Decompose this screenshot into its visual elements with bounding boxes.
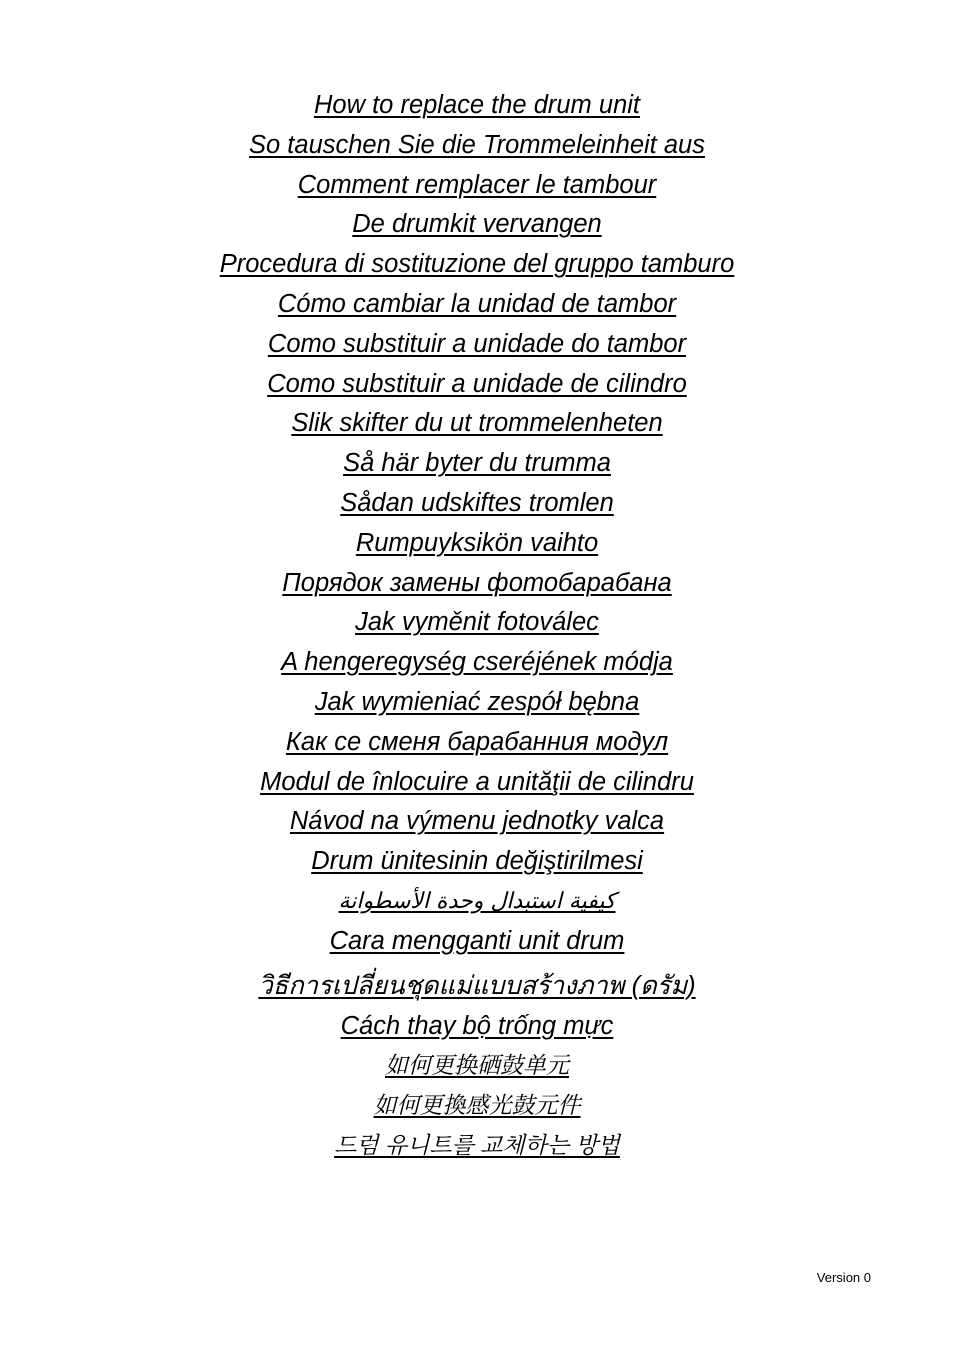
title-text: Procedura di sostituzione del gruppo tamburo	[219, 250, 735, 279]
title-line-indonesian	[0, 922, 954, 962]
title-line-portuguese	[0, 325, 954, 365]
title-text: Como substituir a unidade do tambor	[267, 329, 687, 358]
title-text: Cách thay bộ trống mực	[340, 1011, 614, 1040]
title-text: Sådan udskiftes tromlen	[340, 488, 614, 517]
title-line-brazilian-portuguese	[0, 365, 954, 405]
version-label: Version 0	[816, 1270, 871, 1285]
title-line-czech	[0, 603, 954, 643]
title-line-slovak	[0, 802, 954, 842]
title-line-traditional-chinese	[0, 1086, 954, 1126]
title-line-dutch	[0, 205, 954, 245]
title-text: De drumkit vervangen	[352, 210, 602, 239]
title-line-german	[0, 126, 954, 166]
title-text: วิธีการเปลี่ยนชุดแม่แบบสร้างภาพ (ดรัม)	[258, 971, 696, 1000]
title-line-swedish	[0, 444, 954, 484]
title-text: 如何更換感光鼓元件	[373, 1092, 581, 1119]
title-line-russian	[0, 564, 954, 604]
title-text: Så här byter du trumma	[343, 449, 611, 478]
title-line-simplified-chinese	[0, 1046, 954, 1086]
title-text: Návod na výmenu jednotky valca	[289, 807, 665, 836]
title-line-turkish	[0, 842, 954, 882]
title-text: How to replace the drum unit	[314, 91, 640, 119]
title-line-norwegian	[0, 404, 954, 444]
title-line-french	[0, 166, 954, 206]
title-text: So tauschen Sie die Trommeleinheit aus	[249, 130, 705, 159]
title-text: A hengeregység cseréjének módja	[281, 648, 673, 677]
title-line-italian	[0, 245, 954, 285]
title-text: Rumpuyksikön vaihto	[355, 528, 599, 557]
title-line-danish	[0, 484, 954, 524]
title-line-hungarian	[0, 643, 954, 683]
title-line-finnish	[0, 524, 954, 564]
title-text: Как се сменя барабанния модул	[285, 727, 669, 756]
title-line-arabic	[0, 882, 954, 922]
title-line-romanian	[0, 763, 954, 803]
title-text: Como substituir a unidade de cilindro	[267, 369, 687, 398]
title-line-english	[0, 86, 954, 126]
title-line-spanish	[0, 285, 954, 325]
title-line-bulgarian	[0, 723, 954, 763]
title-line-korean	[0, 1126, 954, 1166]
title-text: Comment remplacer le tambour	[297, 170, 657, 199]
title-text: 드럼 유니트를 교체하는 방법	[334, 1131, 620, 1158]
title-text: Cómo cambiar la unidad de tambor	[277, 289, 677, 318]
drum-replacement-title-list	[0, 86, 954, 1166]
title-text: 如何更换硒鼓单元	[385, 1052, 569, 1079]
title-line-vietnamese	[0, 1007, 954, 1047]
title-text: Slik skifter du ut trommelenheten	[291, 409, 663, 438]
title-text: Modul de înlocuire a unităţii de cilindru	[260, 767, 694, 796]
title-text: Jak wymieniać zespół bębna	[314, 687, 640, 716]
title-line-thai	[0, 962, 954, 1007]
title-text: Cara mengganti unit drum	[329, 926, 625, 955]
title-line-polish	[0, 683, 954, 723]
title-text: كيفية استبدال وحدة الأسطوانة	[338, 888, 616, 914]
title-text: Jak vyměnit fotoválec	[355, 608, 599, 637]
title-text: Drum ünitesinin değiştirilmesi	[311, 847, 643, 876]
title-text: Порядок замены фотобарабана	[282, 568, 672, 597]
